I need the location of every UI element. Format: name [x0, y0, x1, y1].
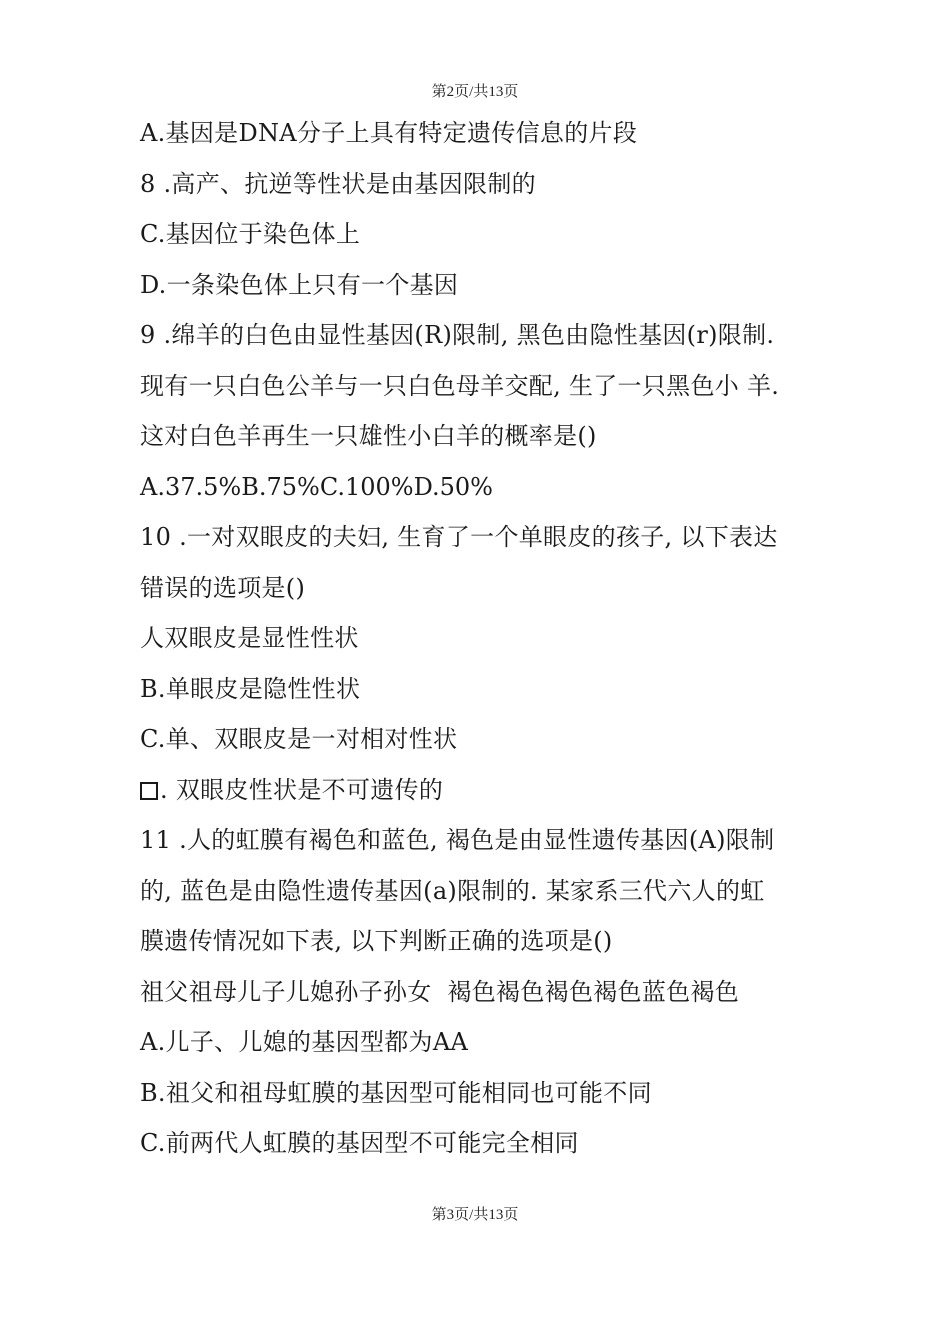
document-body	[140, 108, 830, 1169]
option-11b: B.祖父和祖母虹膜的基因型可能相同也可能不同	[140, 1078, 652, 1107]
option-7d: D.一条染色体上只有一个基因	[140, 270, 459, 299]
question-11-line-3: 膜遗传情况如下表, 以下判断正确的选项是()	[140, 927, 613, 955]
option-11a: A.儿子、儿媳的基因型都为AA	[140, 1028, 469, 1056]
option-11c: C.前两代人虹膜的基因型不可能完全相同	[140, 1129, 579, 1157]
option-10d	[140, 765, 830, 816]
option-7c: C.基因位于染色体上	[140, 220, 361, 248]
option-10d-text: . 双眼皮性状是不可遗传的	[160, 775, 444, 804]
question-9-line-3: 这对白色羊再生一只雄性小白羊的概率是()	[140, 422, 597, 450]
page-number-top: 第2页/共13页	[431, 84, 519, 100]
question-9-options: A.37.5%B.75%C.100%D.50%	[140, 472, 493, 501]
option-7b: 8 .高产、抗逆等性状是由基因限制的	[140, 169, 536, 198]
option-10a: 人双眼皮是显性性状	[140, 624, 359, 652]
question-9-line-1: 9 .绵羊的白色由显性基因(R)限制, 黑色由隐性基因(r)限制.	[140, 321, 775, 349]
option-10c: C.单、双眼皮是一对相对性状	[140, 725, 458, 753]
question-10-line-2: 错误的选项是()	[140, 573, 306, 602]
question-11-line-1: 11 .人的虹膜有褐色和蓝色, 褐色是由显性遗传基因(A)限制	[140, 826, 775, 854]
question-11-line-2: 的, 蓝色是由隐性遗传基因(a)限制的. 某家系三代六人的虹	[140, 876, 765, 905]
page-number-bottom: 第3页/共13页	[431, 1207, 519, 1223]
option-10b: B.单眼皮是隐性性状	[140, 674, 361, 703]
iris-table-row: 祖父祖母儿子儿媳孙子孙女 褐色褐色褐色褐色蓝色褐色	[140, 977, 740, 1006]
option-7a: A.基因是DNA分子上具有特定遗传信息的片段	[140, 119, 638, 147]
question-9-line-2: 现有一只白色公羊与一只白色母羊交配, 生了一只黑色小 羊.	[140, 371, 780, 400]
square-box-icon	[140, 782, 158, 800]
question-10-line-1: 10 .一对双眼皮的夫妇, 生育了一个单眼皮的孩子, 以下表达	[140, 523, 778, 551]
